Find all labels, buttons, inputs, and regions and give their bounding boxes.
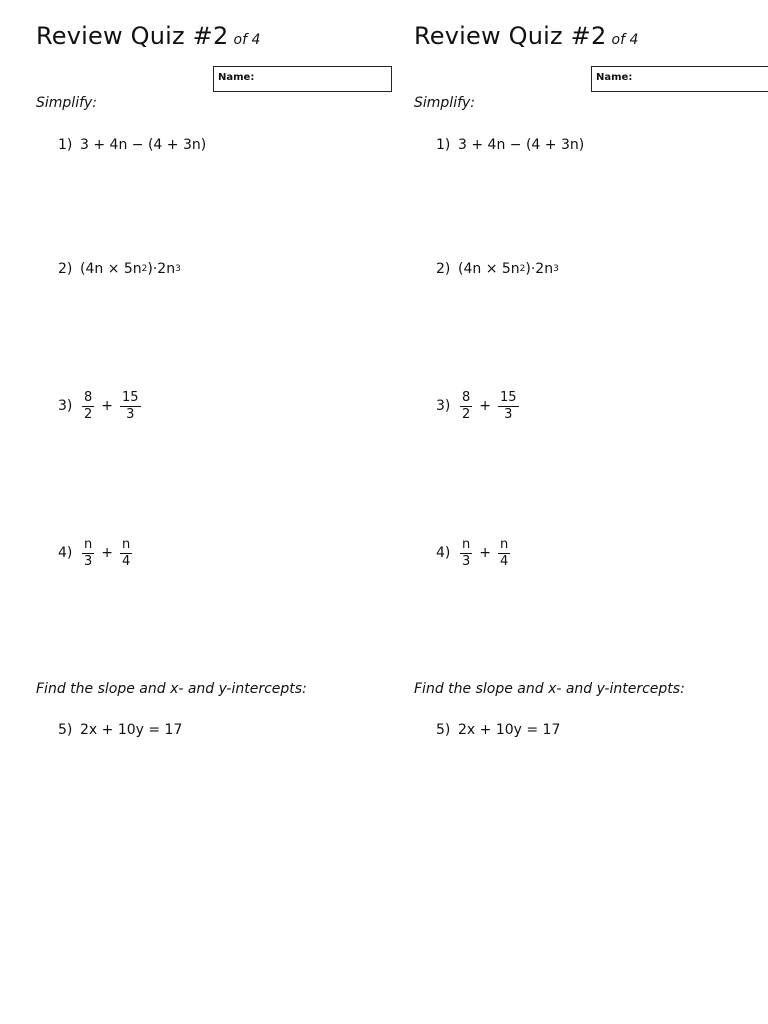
title-subtitle: of 4: [233, 32, 261, 48]
fraction: [498, 390, 519, 423]
name-label: Name:: [218, 72, 255, 83]
expr-part-b: )·2n: [147, 261, 176, 277]
numerator: 15: [500, 389, 517, 405]
fraction: [460, 537, 472, 570]
numerator: n: [500, 536, 509, 552]
name-field[interactable]: [591, 66, 768, 92]
problem-4: [436, 533, 512, 573]
operator: +: [101, 398, 114, 414]
numerator: n: [84, 536, 93, 552]
denominator: 3: [84, 553, 93, 569]
fraction: [120, 390, 141, 423]
name-label: Name:: [596, 72, 633, 83]
problem-5: [58, 710, 182, 750]
quiz-title: [414, 22, 638, 50]
quiz-sheet-left: [0, 0, 378, 1024]
problem-number: 4): [436, 545, 451, 561]
fraction: [498, 537, 510, 570]
problem-number: 3): [436, 398, 451, 414]
denominator: 3: [504, 406, 513, 422]
instructions-slope: Find the slope and x- and y-intercepts:: [414, 681, 685, 697]
quiz-title: [36, 22, 260, 50]
denominator: 4: [500, 553, 509, 569]
fraction: [120, 537, 132, 570]
fraction: [82, 390, 94, 423]
name-field[interactable]: [213, 66, 392, 92]
problem-number: 4): [58, 545, 73, 561]
operator: +: [101, 545, 114, 561]
problem-number: 2): [436, 261, 451, 277]
problem-3: [58, 386, 143, 426]
problem-number: 5): [436, 722, 451, 738]
numerator: 15: [122, 389, 139, 405]
expr-part-a: (4n × 5n: [458, 261, 520, 277]
problem-number: 5): [58, 722, 73, 738]
denominator: 3: [126, 406, 135, 422]
title-subtitle: of 4: [611, 32, 639, 48]
problem-3: [436, 386, 521, 426]
title-main: Review Quiz #2: [414, 22, 607, 50]
problem-1: [58, 125, 206, 165]
problem-number: 2): [58, 261, 73, 277]
denominator: 4: [122, 553, 131, 569]
problem-number: 3): [58, 398, 73, 414]
denominator: 2: [84, 406, 93, 422]
expr-part-b: )·2n: [525, 261, 554, 277]
problem-4: [58, 533, 134, 573]
denominator: 3: [462, 553, 471, 569]
problem-expression: 3 + 4n − (4 + 3n): [458, 137, 585, 153]
operator: +: [479, 545, 492, 561]
problem-number: 1): [58, 137, 73, 153]
problem-2: 2) (4n × 5n 2 )·2n 3: [436, 261, 559, 277]
problem-number: 1): [436, 137, 451, 153]
numerator: n: [122, 536, 131, 552]
denominator: 2: [462, 406, 471, 422]
problem-expression: 2x + 10y = 17: [80, 722, 183, 738]
instructions-slope: Find the slope and x- and y-intercepts:: [36, 681, 307, 697]
operator: +: [479, 398, 492, 414]
numerator: n: [462, 536, 471, 552]
expr-part-a: (4n × 5n: [80, 261, 142, 277]
title-main: Review Quiz #2: [36, 22, 229, 50]
problem-5: [436, 710, 560, 750]
problem-expression: 2x + 10y = 17: [458, 722, 561, 738]
instructions-simplify: Simplify:: [414, 95, 476, 111]
quiz-sheet-right: [378, 0, 756, 1024]
numerator: 8: [462, 389, 471, 405]
problem-2: 2) (4n × 5n 2 )·2n 3: [58, 261, 181, 277]
problem-1: [436, 125, 584, 165]
problem-expression: 3 + 4n − (4 + 3n): [80, 137, 207, 153]
fraction: [460, 390, 472, 423]
instructions-simplify: Simplify:: [36, 95, 98, 111]
fraction: [82, 537, 94, 570]
numerator: 8: [84, 389, 93, 405]
